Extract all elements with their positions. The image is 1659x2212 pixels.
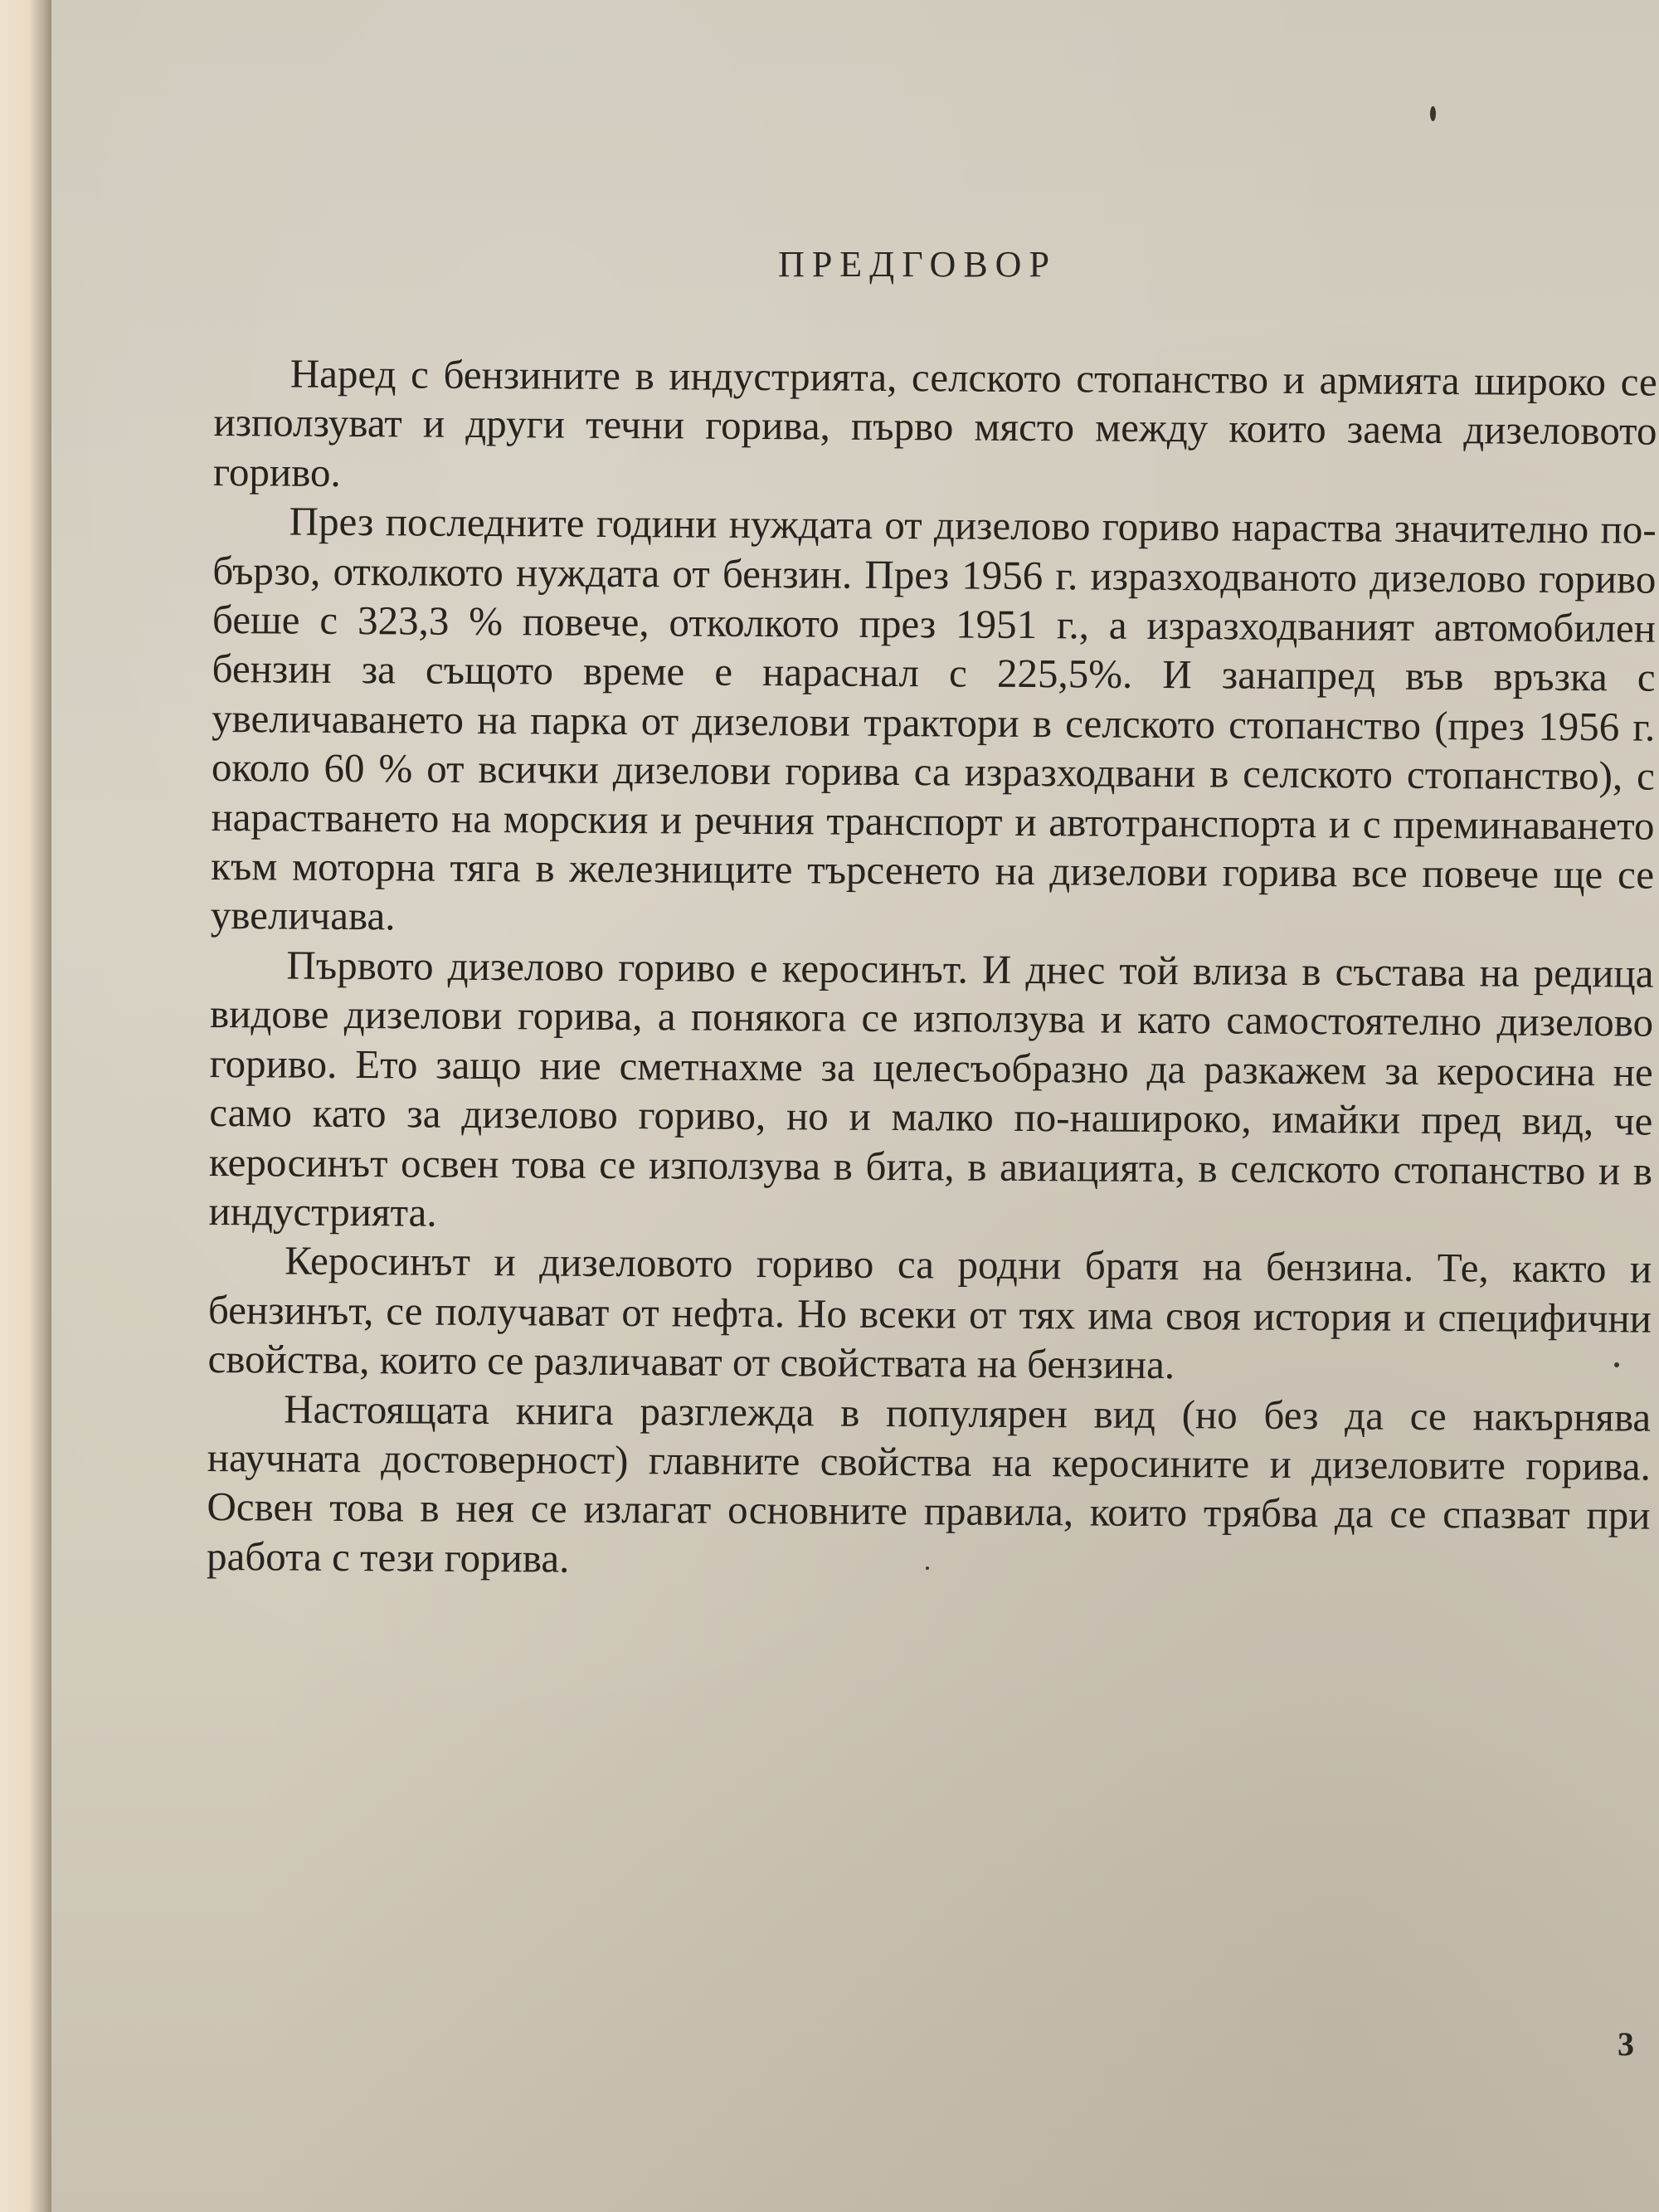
page-title: ПРЕДГОВОР	[778, 244, 1057, 285]
paragraph-1: Наред с бензините в индустрията, селското стопанство и армията широко се използуват и други течни горива, първо място между които заема дизеловото гориво.	[212, 350, 1657, 495]
paragraph-5: Настоящата книга разглежда в популярен вид (но без да се накърнява научната достоверност) главните свойства на керосините и дизеловите горива. Освен това в нея се излагат основните правила, които трябва да се спазват при работа с тези горива.	[206, 1386, 1652, 1581]
book-binding	[0, 0, 51, 2212]
book-page	[51, 0, 1659, 2212]
paragraph-3: Първото дизелово гориво е керосинът. И днес той влиза в състава на редица видове дизелови горива, а понякога се използува и като самостоятелно дизелово гориво. Ето защо ние сметнахме за целесъобразно да разкажем за керосина не само като за дизелово гориво, но и малко по-нашироко, имайки пред вид, че керосинът освен това се използува в бита, в авиацията, в селското стопанство и в индустрията.	[208, 942, 1654, 1235]
paragraph-2: През последните години нуждата от дизелово гориво нараства значително по-бързо, отколкото нуждата от бензин. През 1956 г. изразходваното дизелово гориво беше с 323,3 % повече, отколкото през 1951 г., а изразходваният автомобилен бензин за същото време е нараснал с 225,5%. И занапред във връзка с увеличаването на парка от дизелови трактори в селското стопанство (през 1956 г. около 60 % от всички дизелови горива са изразходвани в селското стопанство), с нарастването на морския и речния транспорт и автотранспорта и с преминаването към моторна тяга в железниците търсенето на дизелови горива все повече ще се увеличава.	[210, 498, 1657, 939]
body-text	[207, 348, 1657, 1590]
ink-speck	[1430, 106, 1436, 121]
page-number: 3	[1618, 2025, 1634, 2063]
paragraph-4: Керосинът и дизеловото гориво са родни братя на бензина. Те, както и бензинът, се получават от нефта. Но всеки от тях има своя история и специфични свойства, които се различават от свойствата на бензина.	[207, 1237, 1652, 1388]
